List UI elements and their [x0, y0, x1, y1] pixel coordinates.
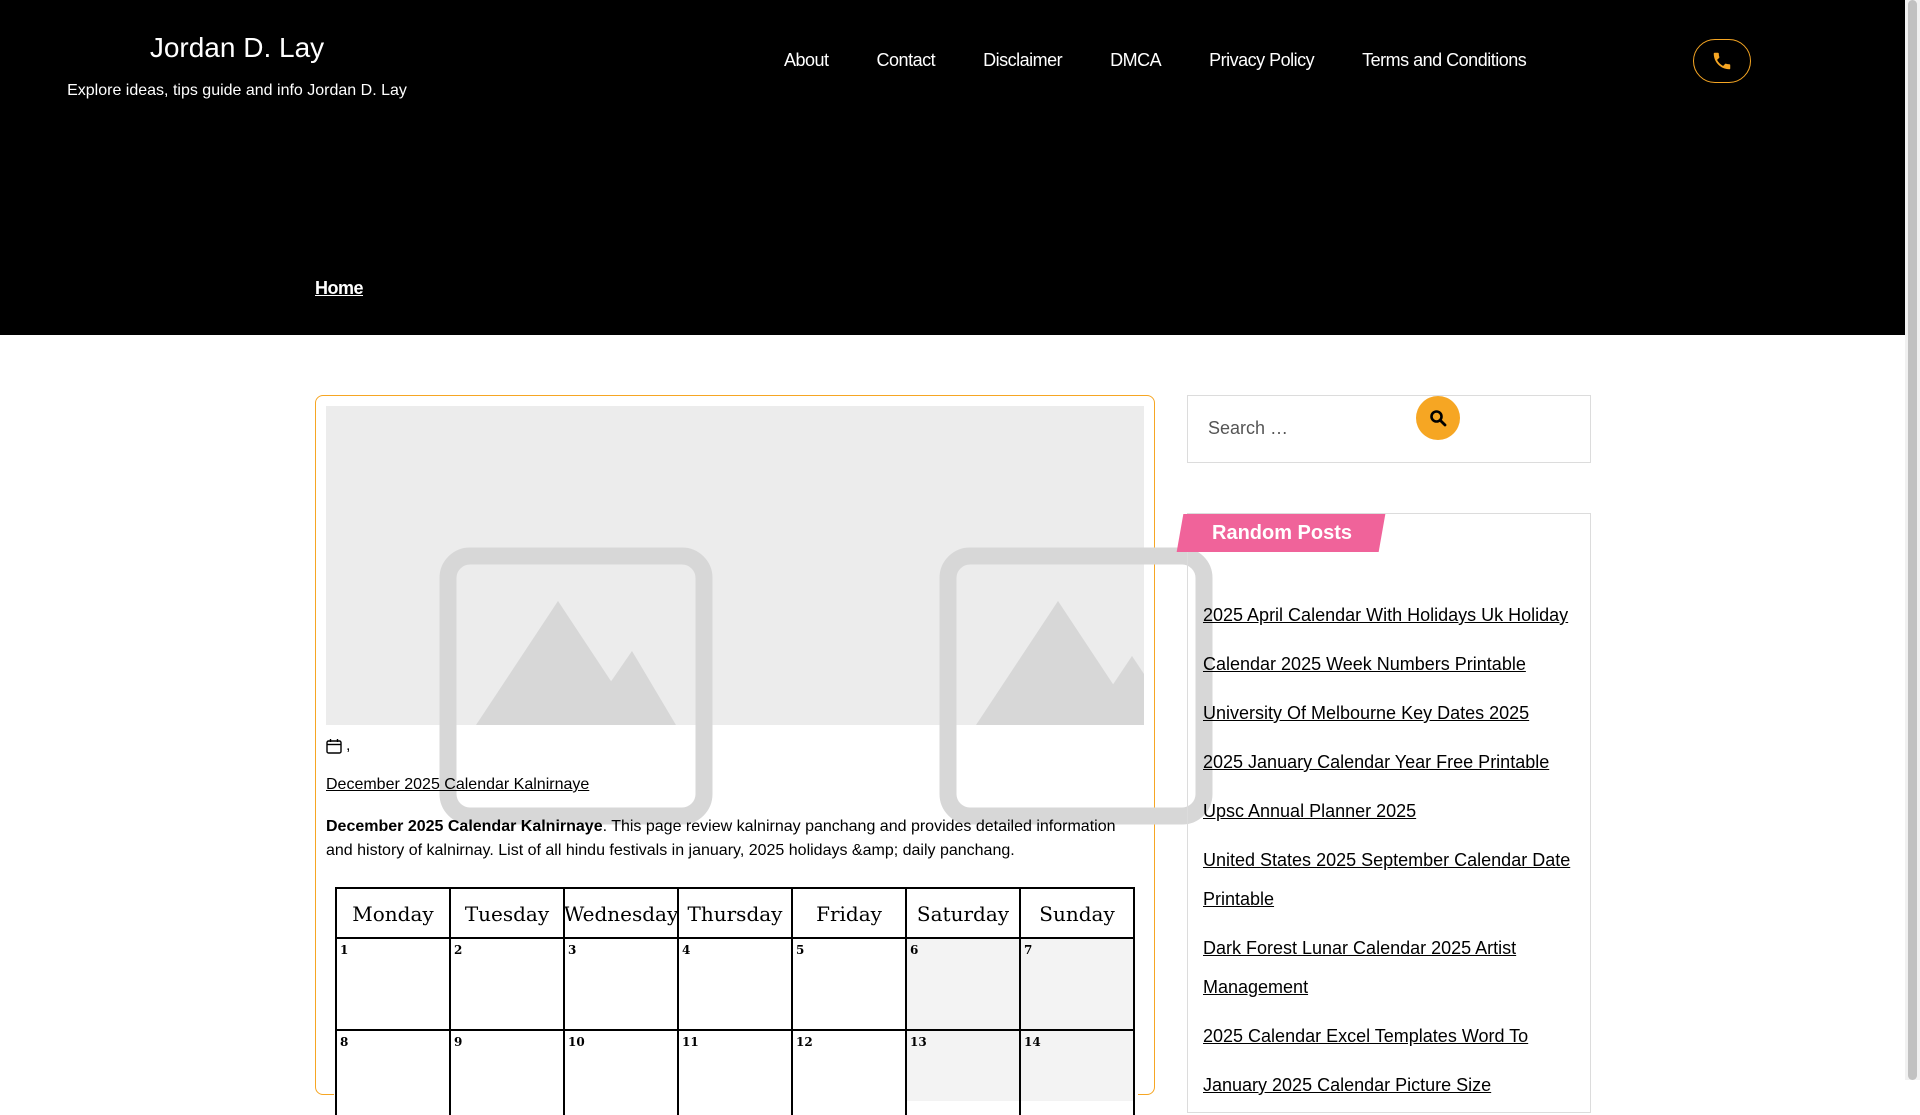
calendar-date: 8	[340, 1035, 349, 1049]
random-post-link[interactable]: 2025 Calendar Excel Templates Word To	[1203, 1026, 1529, 1046]
post-date-separator: ,	[346, 737, 351, 754]
site-title[interactable]: Jordan D. Lay	[149, 32, 325, 63]
random-post-link[interactable]: University Of Melbourne Key Dates 2025	[1203, 703, 1530, 723]
breadcrumb	[315, 278, 363, 299]
calendar-date: 4	[682, 943, 691, 957]
random-post-link[interactable]: Dark Forest Lunar Calendar 2025 Artist Management	[1203, 938, 1517, 997]
list-item	[1203, 743, 1588, 782]
main-navigation	[784, 49, 1574, 71]
random-post-link[interactable]: 2025 January Calendar Year Free Printable	[1203, 752, 1550, 772]
page-scrollbar[interactable]	[1905, 0, 1920, 1080]
random-post-link[interactable]: United States 2025 September Calendar Date Printable	[1203, 850, 1571, 909]
list-item	[1203, 792, 1588, 831]
random-posts-list	[1203, 596, 1588, 1115]
random-post-link[interactable]: Calendar 2025 Week Numbers Printable	[1203, 654, 1526, 674]
post-meta	[326, 737, 350, 755]
site-header	[0, 0, 1905, 335]
search-widget	[1187, 395, 1591, 463]
search-icon	[1429, 409, 1447, 427]
calendar-day-friday: Friday	[816, 902, 882, 926]
calendar-date: 7	[1024, 943, 1033, 957]
calendar-date: 10	[568, 1035, 585, 1049]
search-input[interactable]	[1208, 414, 1408, 442]
site-branding	[40, 30, 434, 101]
calendar-date: 2	[454, 943, 463, 957]
calendar-date: 5	[796, 943, 805, 957]
calendar-date: 13	[910, 1035, 927, 1049]
article-card	[315, 395, 1155, 1095]
calendar-date: 12	[796, 1035, 813, 1049]
nav-item-dmca[interactable]: DMCA	[1110, 50, 1162, 70]
calendar-image[interactable]	[334, 882, 1138, 1102]
search-button[interactable]	[1416, 396, 1460, 440]
post-title-link[interactable]: December 2025 Calendar Kalnirnaye	[326, 776, 590, 793]
nav-item-contact[interactable]: Contact	[876, 50, 936, 70]
calendar-date: 11	[682, 1035, 699, 1049]
scrollbar-thumb[interactable]	[1908, 0, 1917, 1080]
calendar-day-thursday: Thursday	[687, 902, 783, 926]
image-placeholder-icon	[326, 406, 1144, 725]
random-post-link[interactable]: 2025 April Calendar With Holidays Uk Holiday	[1203, 605, 1569, 625]
calendar-day-sunday: Sunday	[1039, 902, 1115, 926]
random-posts-widget	[1187, 513, 1591, 1113]
calendar-icon	[326, 738, 342, 754]
calendar-date: 9	[454, 1035, 463, 1049]
list-item	[1203, 694, 1588, 733]
nav-item-disclaimer[interactable]: Disclaimer	[983, 50, 1063, 70]
excerpt-text: . This page review kalnirnay panchang and provides detailed information and history of kalnirnay. List of all hindu festivals in january, 2025 holidays &amp; daily panchang.	[326, 818, 1116, 859]
random-post-link[interactable]: January 2025 Calendar Picture Size	[1203, 1075, 1492, 1095]
site-tagline: Explore ideas, tips guide and info Jordan D. Lay	[67, 82, 407, 99]
breadcrumb-home-link[interactable]: Home	[315, 278, 364, 298]
calendar-date: 1	[340, 943, 349, 957]
featured-image[interactable]	[326, 406, 1144, 725]
list-item	[1203, 1066, 1588, 1105]
list-item	[1203, 596, 1588, 635]
calendar-day-saturday: Saturday	[916, 902, 1010, 926]
list-item	[1203, 841, 1588, 919]
random-post-link[interactable]: Upsc Annual Planner 2025	[1203, 801, 1417, 821]
phone-icon	[1711, 50, 1733, 72]
nav-item-privacy-policy[interactable]: Privacy Policy	[1209, 50, 1315, 70]
list-item	[1203, 645, 1588, 684]
post-excerpt	[326, 815, 1144, 863]
calendar-day-tuesday: Tuesday	[464, 902, 550, 926]
calendar-day-wednesday: Wednesday	[563, 902, 679, 926]
calendar-date: 14	[1024, 1035, 1041, 1049]
calendar-day-monday: Monday	[352, 902, 434, 926]
phone-button[interactable]	[1693, 39, 1751, 83]
widget-title: Random Posts	[1212, 522, 1353, 544]
calendar-date: 3	[568, 943, 577, 957]
excerpt-bold: December 2025 Calendar Kalnirnaye	[326, 818, 603, 835]
nav-item-terms-and-conditions[interactable]: Terms and Conditions	[1362, 50, 1527, 70]
list-item	[1203, 929, 1588, 1007]
nav-item-about[interactable]: About	[784, 50, 829, 70]
calendar-grid	[334, 882, 1138, 1102]
list-item	[1203, 1017, 1588, 1056]
calendar-date: 6	[910, 943, 919, 957]
